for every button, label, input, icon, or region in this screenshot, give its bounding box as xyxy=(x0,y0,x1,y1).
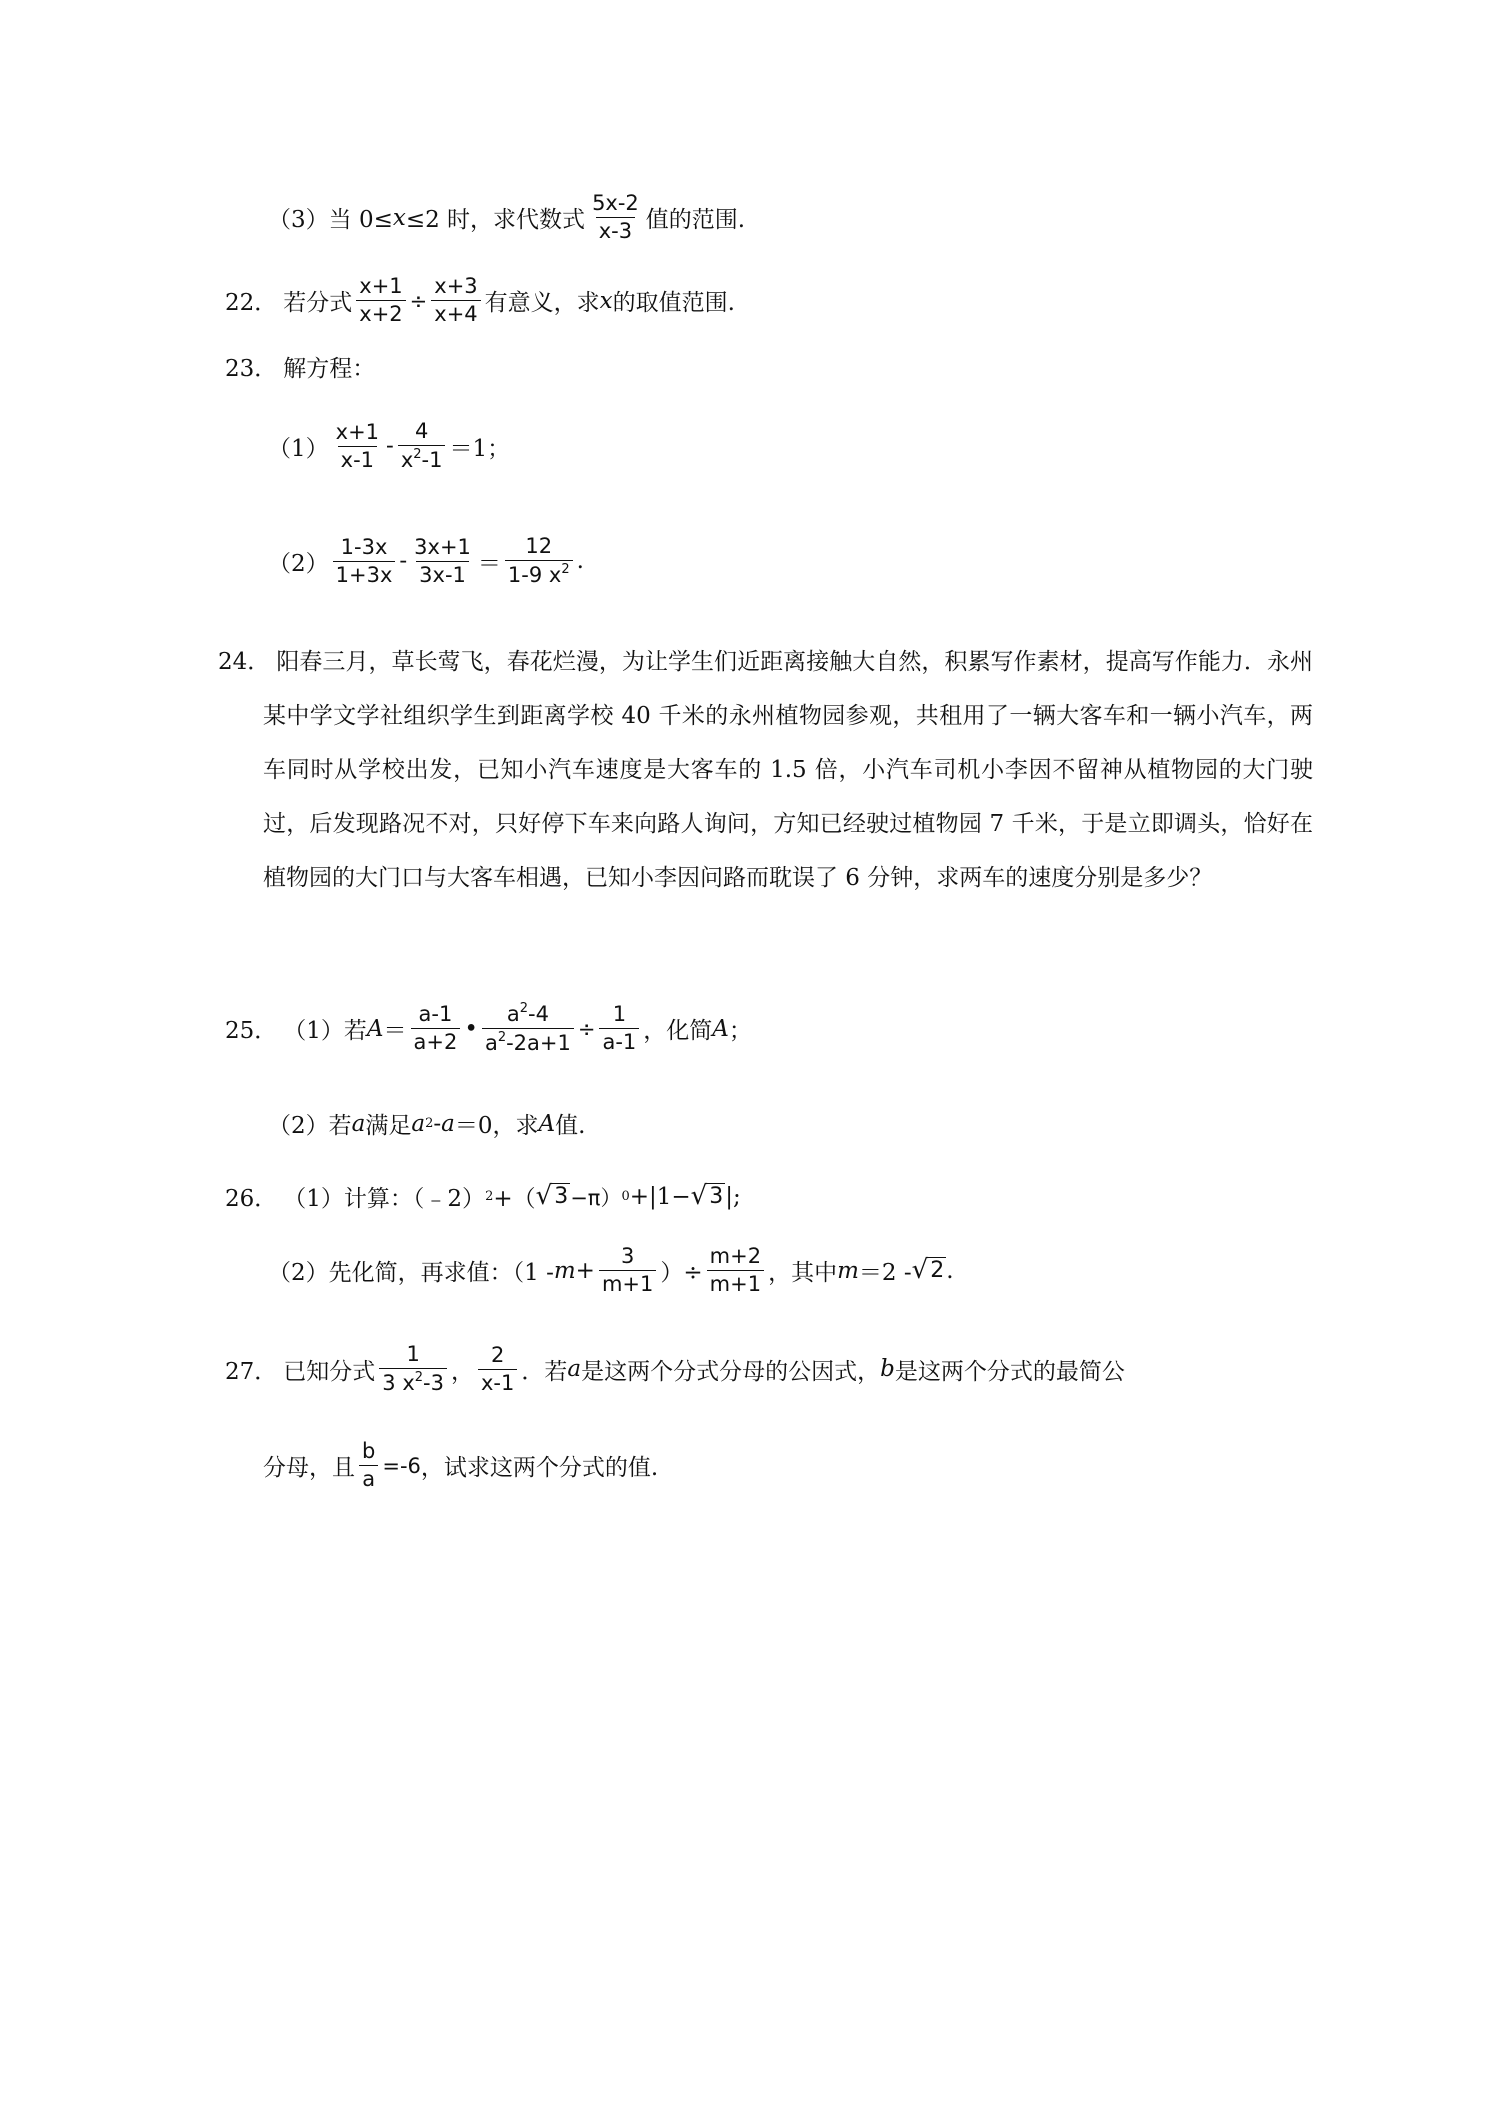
q23-part1-tail: ＝1； xyxy=(449,435,511,462)
fraction-denominator: m+1 xyxy=(599,1270,656,1296)
q25-part2-end: 值. xyxy=(555,1113,586,1139)
q25-part2-ans-var: A xyxy=(538,1110,556,1137)
q22-pre: 若分式 xyxy=(283,290,353,317)
q25-part1-label: （1）若 xyxy=(283,1018,367,1045)
q26-part2-close: ）÷ xyxy=(660,1260,703,1287)
equals-sign: ＝ xyxy=(477,550,501,577)
q27-comma: ， xyxy=(450,1358,474,1385)
q25-part2-expr-var2: a xyxy=(441,1110,455,1137)
divide-sign: ÷ xyxy=(409,288,428,313)
question-number: 25． xyxy=(225,1018,278,1045)
fraction-denominator: $x^2-1$ xyxy=(398,445,446,472)
q26-part2-end: . xyxy=(946,1257,954,1284)
q25-part1-tail-end: ； xyxy=(728,1018,752,1045)
q22 xyxy=(225,275,735,326)
q27-var-a: a xyxy=(567,1356,582,1383)
q27-fraction-2 xyxy=(478,1344,517,1395)
fraction-denominator: 1-9 $x^2$ xyxy=(505,560,573,587)
q25-part2-var: a xyxy=(351,1110,366,1137)
fraction-numerator: 4 xyxy=(414,419,429,443)
fraction-numerator: x+1 xyxy=(359,274,403,298)
equals-sign: ＝ xyxy=(383,1018,407,1045)
question-number: 23． xyxy=(225,356,278,382)
q27-line2-eq: =-6 xyxy=(382,1453,421,1478)
q21-part3-tail: 值的范围. xyxy=(645,207,746,234)
q25-fraction-2 xyxy=(482,1002,574,1055)
q25-var-a: A xyxy=(366,1015,384,1042)
dot-sign: • xyxy=(464,1015,478,1042)
q25-fraction-3 xyxy=(599,1003,639,1054)
fraction-numerator: m+2 xyxy=(709,1244,762,1268)
fraction-numerator: 1-3x xyxy=(340,534,388,559)
fraction-denominator: 3 $x^2-3$ xyxy=(379,1368,447,1395)
fraction-numerator: $a^2-4$ xyxy=(506,1001,549,1026)
q25-part1-tail-var: A xyxy=(712,1015,729,1042)
q26-fraction-2 xyxy=(707,1245,764,1296)
fraction-denominator: a-1 xyxy=(599,1028,639,1054)
q26-part2-label: （2）先化简，再求值：（1 - xyxy=(268,1260,554,1287)
q23-title: 解方程： xyxy=(283,356,376,382)
question-number: 22． xyxy=(225,290,278,317)
q27-line1 xyxy=(225,1343,1125,1395)
q27-fraction-1 xyxy=(379,1343,447,1395)
q22-tail: 的取值范围. xyxy=(612,290,735,317)
q23-part2-fraction-2 xyxy=(411,536,474,587)
exponent: 2 xyxy=(485,1189,494,1204)
question-number: 24． xyxy=(218,649,271,675)
q25-part2-expr-var: a xyxy=(411,1110,426,1137)
q25-fraction-1 xyxy=(411,1003,461,1054)
fraction-numerator: 3x+1 xyxy=(414,534,471,559)
fraction-denominator: x+2 xyxy=(356,300,405,326)
q27-var-b: b xyxy=(880,1356,895,1383)
q23-title-line xyxy=(225,350,375,383)
q22-fraction-2 xyxy=(431,275,480,326)
q26-part2-where: ，其中 xyxy=(768,1260,838,1287)
fraction-numerator: 12 xyxy=(525,534,553,558)
q23-part2-fraction-1 xyxy=(333,536,396,587)
q26-part1-label: （1）计算：（﹣2） xyxy=(283,1186,486,1212)
fraction-numerator: x+3 xyxy=(434,274,478,298)
sqrt-symbol: √ 2 xyxy=(911,1255,945,1286)
fraction-numerator: 2 xyxy=(490,1342,505,1367)
q26-part1-plus: +（ xyxy=(493,1186,536,1212)
fraction-denominator: a xyxy=(359,1465,378,1491)
fraction-denominator: x-1 xyxy=(478,1369,517,1395)
q25-part1-tail-pre: ，化简 xyxy=(643,1018,713,1045)
q26-part2 xyxy=(268,1245,954,1296)
q23-part1-fraction-1 xyxy=(333,421,382,472)
q21-part3-mid: ≤2 时，求代数式 xyxy=(405,207,586,234)
question-number: 27． xyxy=(225,1358,278,1385)
fraction-denominator: $a^2-2a+1$ xyxy=(482,1028,574,1055)
fraction-denominator: x-3 xyxy=(596,217,635,243)
q27-fraction-3 xyxy=(359,1440,378,1491)
question-number: 26． xyxy=(225,1186,278,1212)
q24-text: 阳春三月，草长莺飞，春花烂漫，为让学生们近距离接触大自然，积累写作素材，提高写作能力．永州某中学文学社组织学生到距离学校 40 千米的永州植物园参观，共租用了一辆大客车和一辆小汽车，两车同时从学校出发，已知小汽车速度是大客车的 1.5 倍，小汽车司机小李因不留神从植物园的大门驶过，后发现路况不对，只好停下车来向路人询问，方知已经驶过植物园 7 千米，于是立即调头，恰好在植物园的大门口与大客车相遇，已知小李因问路而耽误了 6 分钟，求两车的速度分别是多少？ xyxy=(263,649,1313,891)
divide-sign: ÷ xyxy=(577,1016,596,1041)
q25-part2-expr-tail: ＝0，求 xyxy=(454,1113,539,1139)
q23-part2-label: （2） xyxy=(268,550,329,577)
q21-part3 xyxy=(268,192,745,243)
q21-part3-label: （3）当 0≤ xyxy=(268,207,393,234)
q27-line2 xyxy=(263,1440,658,1491)
q27-mid3: 是这两个分式的最简公 xyxy=(894,1358,1125,1385)
exponent: 0 xyxy=(621,1189,630,1204)
q23-part2 xyxy=(268,535,584,587)
fraction-numerator: 1 xyxy=(406,1342,420,1366)
fraction-denominator: 3x-1 xyxy=(416,561,469,587)
exponent: 2 xyxy=(425,1116,434,1131)
q23-part2-fraction-3 xyxy=(505,535,573,587)
q27-line2-tail: ，试求这两个分式的值. xyxy=(420,1455,659,1482)
q26-part1-abs-close: |; xyxy=(725,1183,741,1210)
q22-mid: 有意义，求 xyxy=(484,290,600,317)
q27-line2-pre: 分母，且 xyxy=(263,1455,355,1482)
q24 xyxy=(218,635,1313,905)
fraction-numerator: b xyxy=(362,1439,376,1463)
plus-sign: + xyxy=(575,1257,595,1284)
sqrt-symbol: √ 3 xyxy=(535,1181,569,1212)
fraction-denominator: m+1 xyxy=(707,1270,764,1296)
fraction-denominator: x-1 xyxy=(338,446,377,472)
q26-var-m: m xyxy=(553,1257,576,1284)
q23-part1-fraction-2 xyxy=(398,420,446,472)
fraction-denominator: a+2 xyxy=(411,1028,461,1054)
minus-sign: - xyxy=(399,548,408,575)
fraction-numerator: 3 xyxy=(620,1244,635,1268)
q27-pre: 已知分式 xyxy=(283,1358,376,1385)
minus-sign: - xyxy=(386,433,394,460)
fraction-denominator: 1+3x xyxy=(333,561,396,587)
q26-fraction-1 xyxy=(599,1245,656,1296)
q27-mid2: 是这两个分式分母的公因式， xyxy=(581,1358,881,1385)
q26-part1 xyxy=(225,1180,741,1213)
fraction-numerator: a-1 xyxy=(418,1002,453,1026)
fraction-denominator: x+4 xyxy=(431,300,480,326)
fraction-numerator: x+1 xyxy=(335,419,380,444)
q26-part2-val: ＝2 - xyxy=(858,1260,912,1287)
q25-part2-expr-mid: - xyxy=(433,1110,442,1137)
q26-part1-minus-pi: −π） xyxy=(570,1185,622,1210)
q26-part1-abs-open: +|1− xyxy=(629,1183,691,1210)
fraction-numerator: 5x-2 xyxy=(592,191,639,215)
q25-part1 xyxy=(225,1002,752,1055)
q25-part2 xyxy=(268,1107,585,1140)
q22-fraction-1 xyxy=(356,275,405,326)
q23-part2-tail: . xyxy=(576,548,584,575)
q21-part3-var: x xyxy=(392,204,406,231)
q26-var-m2: m xyxy=(837,1257,859,1284)
fraction-numerator: 1 xyxy=(612,1002,627,1026)
q23-part1-label: （1） xyxy=(268,435,329,462)
q23-part1 xyxy=(268,420,510,472)
q21-part3-fraction xyxy=(589,192,642,243)
q27-mid1: ．若 xyxy=(521,1358,568,1385)
sqrt-symbol: √ 3 xyxy=(690,1181,724,1212)
q25-part2-mid: 满足 xyxy=(365,1113,412,1139)
q25-part2-label: （2）若 xyxy=(268,1113,352,1139)
q22-var: x xyxy=(599,287,613,314)
